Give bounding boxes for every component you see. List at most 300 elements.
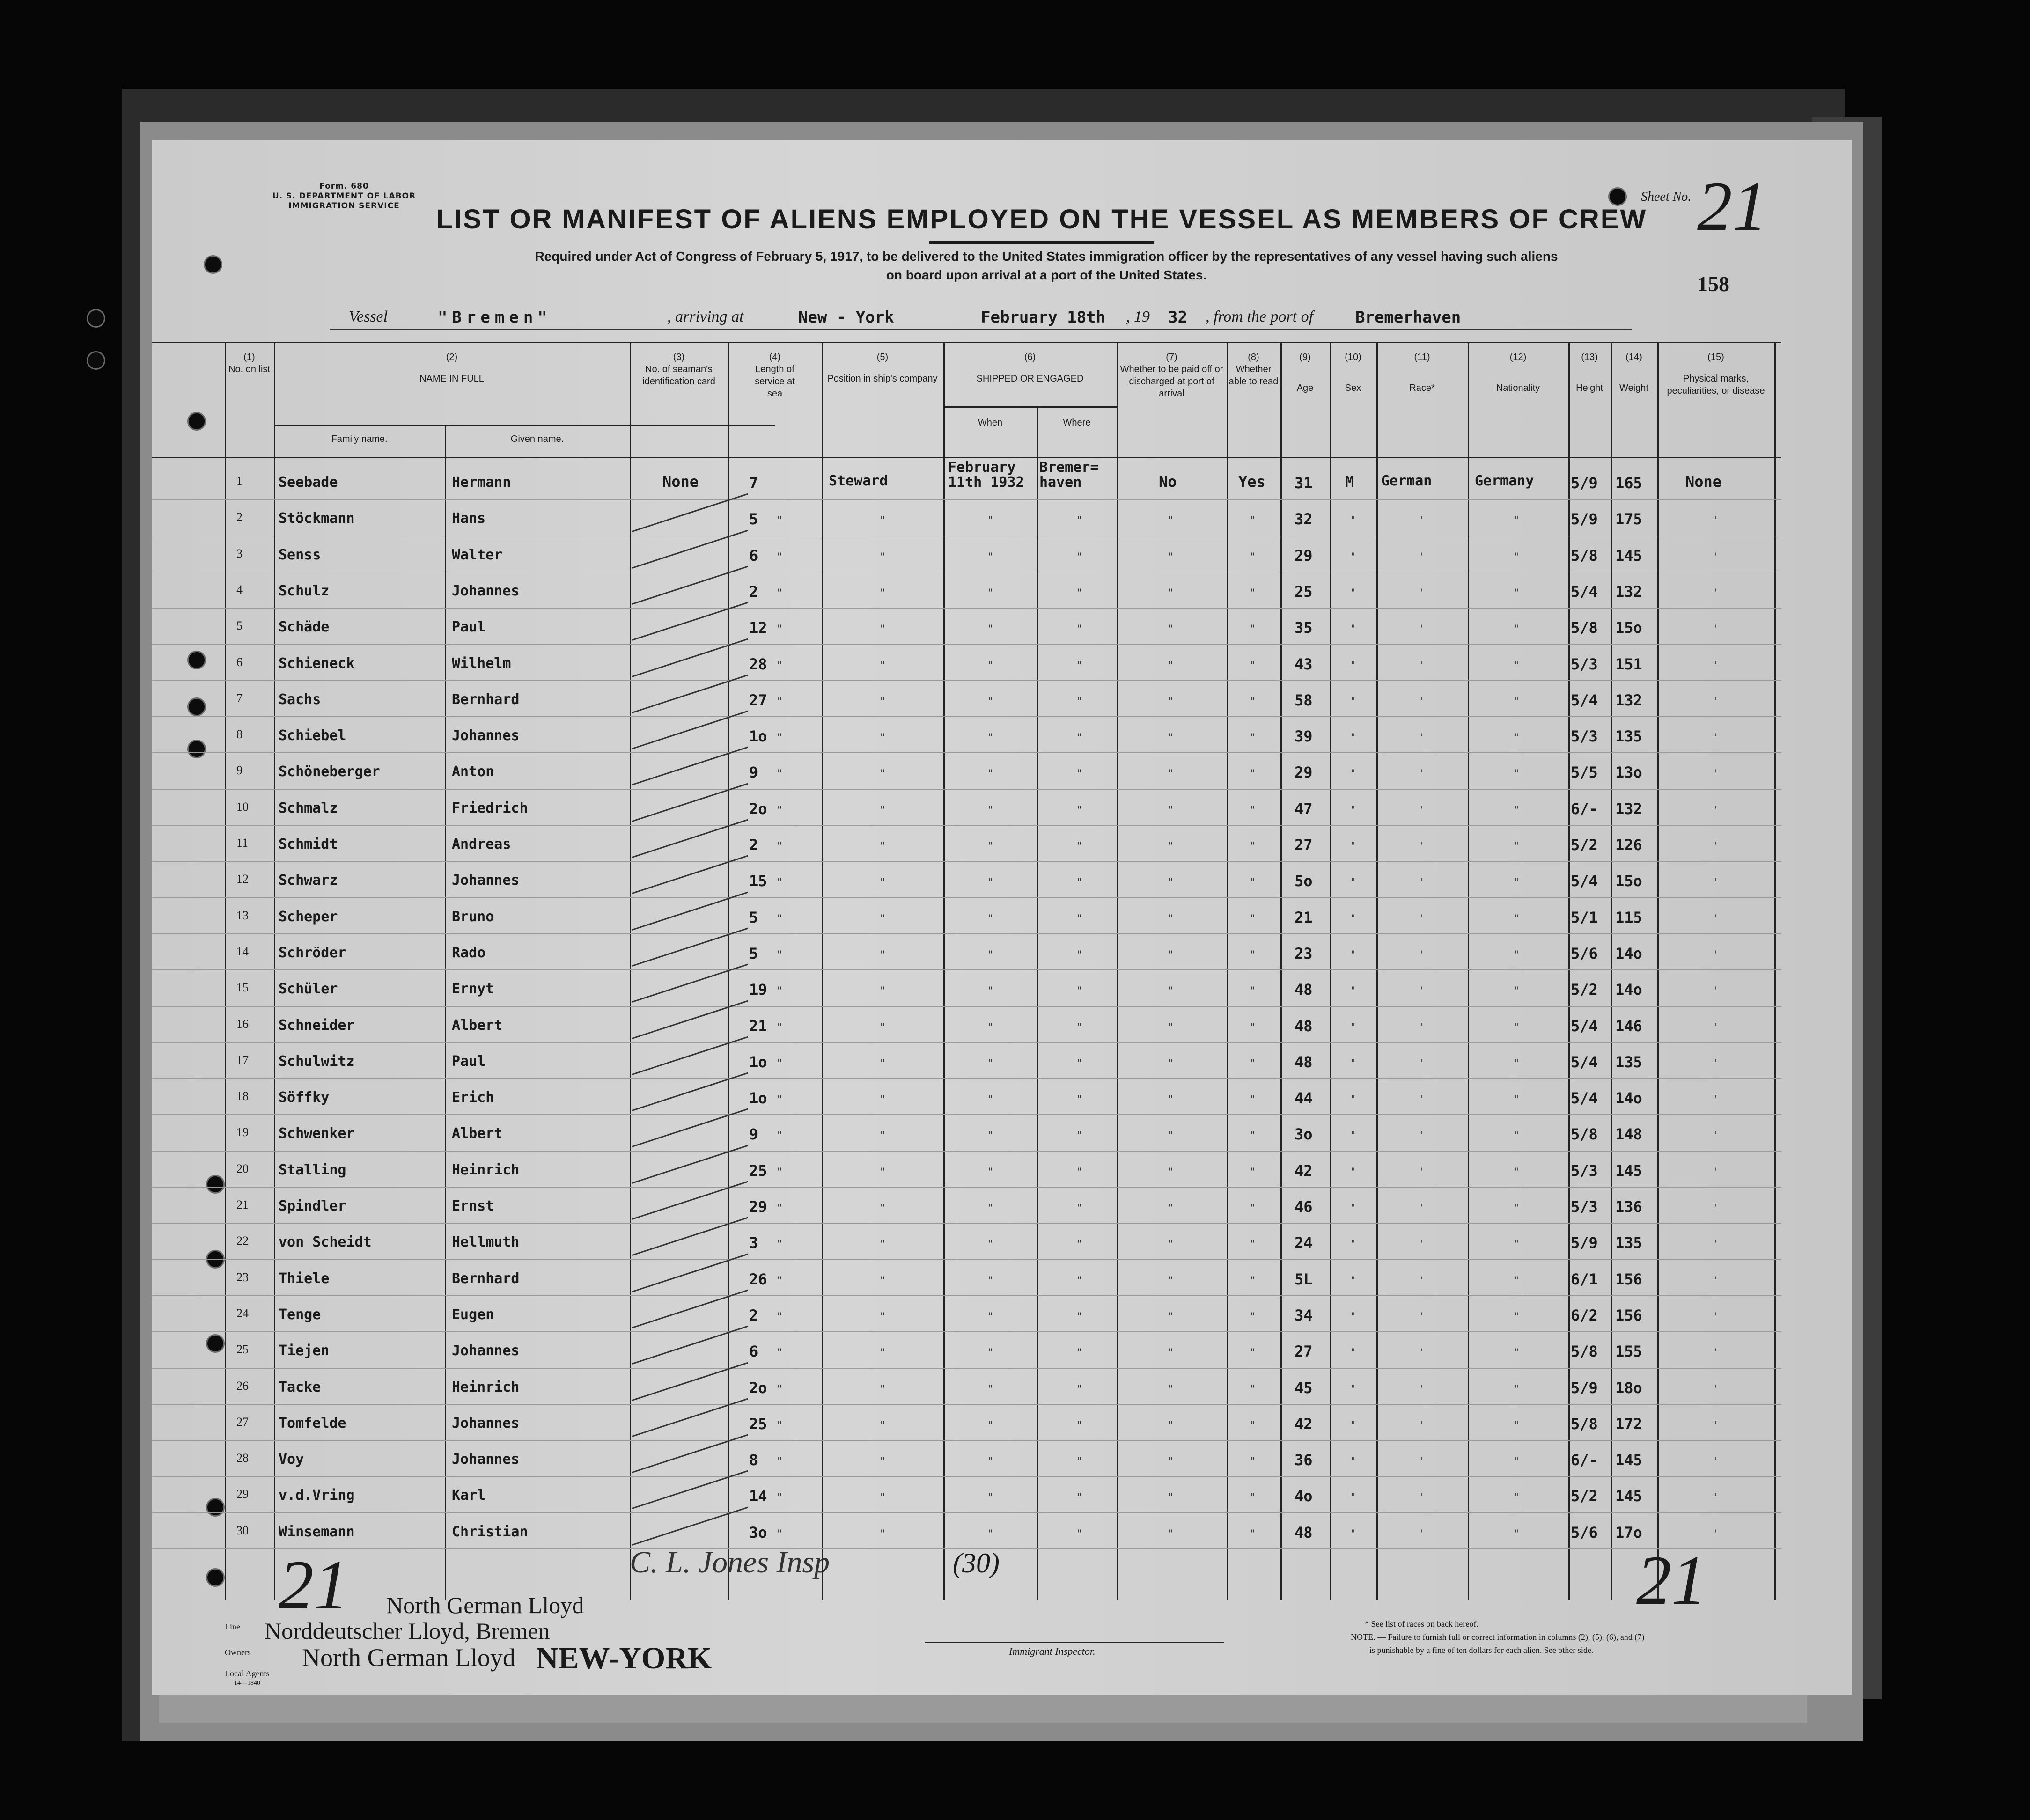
row-rule <box>152 1440 1781 1441</box>
ditto-mark: " <box>1250 985 1255 998</box>
crew-no: 9 <box>236 763 243 778</box>
crew-given: Heinrich <box>452 1379 520 1395</box>
ditto-mark: " <box>1351 1311 1356 1323</box>
col10-number: (10) <box>1345 352 1361 362</box>
ditto-mark: " <box>1351 841 1356 852</box>
ditto-mark: " <box>880 768 885 780</box>
ditto-mark: " <box>880 624 885 636</box>
ditto-mark: " <box>1419 515 1424 527</box>
row-rule <box>152 1151 1781 1152</box>
ditto-mark: " <box>880 1492 885 1504</box>
crew-given: Karl <box>452 1487 486 1504</box>
crew-height: 5/4 <box>1571 1089 1598 1108</box>
crew-age: 35 <box>1294 619 1313 637</box>
ditto-mark: " <box>988 1347 993 1359</box>
ditto-mark: " <box>880 1166 885 1178</box>
crew-given: Friedrich <box>452 800 528 816</box>
crew-weight: 156 <box>1615 1306 1642 1324</box>
ditto-mark: " <box>988 1528 993 1540</box>
ditto-mark: " <box>1077 1347 1082 1359</box>
ditto-mark: " <box>880 913 885 925</box>
ditto-mark: " <box>1419 1456 1424 1468</box>
col7-label: Whether to be paid off or discharged at port of arrival <box>1120 364 1223 399</box>
ditto-mark: " <box>1077 1057 1082 1070</box>
ditto-mark: " <box>1168 1311 1173 1323</box>
crew-service: 3o <box>749 1523 767 1541</box>
crew-no: 22 <box>236 1234 249 1248</box>
crew-age: 32 <box>1294 510 1313 528</box>
ditto-mark: " <box>777 551 782 563</box>
ditto-mark: " <box>988 587 993 599</box>
crew-weight: 145 <box>1615 1487 1642 1505</box>
title-underline <box>929 241 1154 244</box>
subtitle-line-1: Required under Act of Congress of February 5, 1917, to be delivered to the United States immigration officer by the representatives of any vessel having such aliens <box>535 249 1558 264</box>
ditto-mark: " <box>1250 515 1255 527</box>
ditto-mark: " <box>1515 768 1520 780</box>
crew-service: 2o <box>749 1379 767 1397</box>
ditto-mark: " <box>880 841 885 852</box>
ditto-mark: " <box>1168 949 1173 961</box>
ditto-mark: " <box>988 660 993 672</box>
ditto-mark: " <box>880 1347 885 1359</box>
ditto-mark: " <box>1351 1130 1356 1142</box>
ditto-mark: " <box>1168 1383 1173 1395</box>
crew-height: 5/8 <box>1571 619 1598 637</box>
col5-number: (5) <box>876 352 889 362</box>
crew-age: 46 <box>1294 1198 1313 1216</box>
crew-service: 2o <box>749 800 767 818</box>
ditto-mark: " <box>1515 1275 1520 1287</box>
ditto-mark: " <box>1515 1166 1520 1178</box>
crew-service: 26 <box>749 1270 767 1288</box>
crew-no: 5 <box>236 619 243 633</box>
crew-height: 5/9 <box>1571 1234 1598 1252</box>
ditto-mark: " <box>1077 1239 1082 1251</box>
crew-height: 5/8 <box>1571 1415 1598 1433</box>
shipped-where-line-2: haven <box>1039 474 1082 491</box>
crew-given: Andreas <box>452 836 511 852</box>
crew-no: 18 <box>236 1089 249 1103</box>
ditto-mark: " <box>1168 1419 1173 1431</box>
ditto-mark: " <box>1515 1239 1520 1251</box>
crew-given: Johannes <box>452 872 520 889</box>
crew-service: 28 <box>749 655 767 673</box>
ditto-mark: " <box>777 877 782 889</box>
ditto-mark: " <box>988 1057 993 1070</box>
col-rule <box>1227 342 1228 1600</box>
ditto-mark: " <box>1515 1347 1520 1359</box>
row-rule <box>152 1114 1781 1115</box>
ditto-mark: " <box>1077 1203 1082 1214</box>
ditto-mark: " <box>1351 1021 1356 1034</box>
ditto-mark: " <box>880 985 885 998</box>
ditto-mark: " <box>880 1203 885 1214</box>
ditto-mark: " <box>777 732 782 744</box>
binder-hole <box>1608 187 1627 206</box>
ditto-mark: " <box>880 1021 885 1034</box>
col11-header <box>1376 351 1468 394</box>
crew-given: Bernhard <box>452 691 520 708</box>
crew-given: Hellmuth <box>452 1234 520 1251</box>
ditto-mark: " <box>1515 1419 1520 1431</box>
crew-family: Schöneberger <box>279 763 380 780</box>
crew-service: 3 <box>749 1234 758 1252</box>
crew-no: 3 <box>236 546 243 560</box>
crew-family: Tacke <box>279 1379 321 1395</box>
ditto-mark: " <box>1250 551 1255 563</box>
col11-label: Race* <box>1409 383 1435 393</box>
ditto-mark: " <box>880 1383 885 1395</box>
crew-weight: 145 <box>1615 1161 1642 1180</box>
crew-given: Paul <box>452 1053 486 1070</box>
crew-given: Albert <box>452 1125 503 1142</box>
crew-family: Tiejen <box>279 1343 330 1359</box>
crew-weight: 15o <box>1615 872 1642 890</box>
crew-no: 29 <box>236 1487 249 1501</box>
ditto-mark: " <box>1351 949 1356 961</box>
col11-number: (11) <box>1414 352 1430 362</box>
ditto-mark: " <box>1250 877 1255 889</box>
crew-age: 44 <box>1294 1089 1313 1108</box>
ditto-mark: " <box>1713 985 1718 998</box>
crew-age: 34 <box>1294 1306 1313 1324</box>
ditto-mark: " <box>1351 1347 1356 1359</box>
ditto-mark: " <box>1250 1419 1255 1431</box>
crew-age: 45 <box>1294 1379 1313 1397</box>
crew-family: Söffky <box>279 1089 330 1106</box>
ditto-mark: " <box>1713 587 1718 599</box>
ditto-mark: " <box>1419 732 1424 744</box>
ditto-mark: " <box>1419 1528 1424 1540</box>
ditto-mark: " <box>988 1094 993 1106</box>
ditto-mark: " <box>1351 1456 1356 1468</box>
col13-label: Height <box>1576 383 1603 393</box>
ditto-mark: " <box>1250 696 1255 708</box>
ditto-mark: " <box>777 985 782 998</box>
crew-weight: 172 <box>1615 1415 1642 1433</box>
ditto-mark: " <box>1515 1311 1520 1323</box>
col10-label: Sex <box>1345 383 1361 393</box>
ditto-mark: " <box>880 1057 885 1070</box>
crew-height: 6/1 <box>1571 1270 1598 1288</box>
col-rule <box>630 342 631 1600</box>
ditto-mark: " <box>1351 1057 1356 1070</box>
col10-header <box>1330 351 1376 394</box>
crew-height: 5/9 <box>1571 510 1598 528</box>
ditto-mark: " <box>1713 1094 1718 1106</box>
crew-height: 5/2 <box>1571 981 1598 999</box>
ditto-mark: " <box>1077 1456 1082 1468</box>
when-header: When <box>978 418 1003 428</box>
ditto-mark: " <box>1351 1094 1356 1106</box>
ditto-mark: " <box>1168 1492 1173 1504</box>
row-rule <box>152 1368 1781 1369</box>
crew-age: 5o <box>1294 872 1313 890</box>
crew-age: 48 <box>1294 1523 1313 1541</box>
crew-service: 8 <box>749 1451 758 1469</box>
ditto-mark: " <box>1713 515 1718 527</box>
row-rule <box>152 1223 1781 1224</box>
row-rule <box>152 969 1781 970</box>
crew-height: 5/3 <box>1571 655 1598 673</box>
ditto-mark: " <box>1250 949 1255 961</box>
col-rule <box>1568 342 1570 1600</box>
ditto-mark: " <box>1351 1528 1356 1540</box>
ditto-mark: " <box>1250 1383 1255 1395</box>
ditto-mark: " <box>1351 804 1356 816</box>
note-line-3: is punishable by a fine of ten dollars for each alien. See other side. <box>1369 1645 1594 1655</box>
ditto-mark: " <box>1419 1347 1424 1359</box>
ditto-mark: " <box>988 877 993 889</box>
ditto-mark: " <box>988 804 993 816</box>
crew-no: 15 <box>236 981 249 995</box>
ditto-mark: " <box>1168 587 1173 599</box>
crew-no: 11 <box>236 836 249 850</box>
row-rule <box>152 1476 1781 1477</box>
ditto-mark: " <box>1419 587 1424 599</box>
ditto-mark: " <box>1250 587 1255 599</box>
ditto-mark: " <box>1250 1021 1255 1034</box>
ditto-mark: " <box>1713 551 1718 563</box>
ditto-mark: " <box>1515 1456 1520 1468</box>
ditto-mark: " <box>1168 1347 1173 1359</box>
crew-height: 5/3 <box>1571 1198 1598 1216</box>
col9-number: (9) <box>1299 352 1311 362</box>
ditto-mark: " <box>1419 1383 1424 1395</box>
local-agents-city: NEW-YORK <box>536 1641 712 1675</box>
ditto-mark: " <box>1351 1419 1356 1431</box>
vessel-name: "Bremen" <box>438 308 552 327</box>
sheet-no-value: 21 <box>1697 168 1767 245</box>
handwritten-total-left: 21 <box>279 1546 349 1624</box>
col1-label: No. on list <box>228 364 270 374</box>
crew-height: 5/8 <box>1571 546 1598 565</box>
crew-table <box>152 342 1852 1600</box>
col12-number: (12) <box>1509 352 1527 362</box>
ditto-mark: " <box>1515 587 1520 599</box>
col7-header <box>1117 351 1227 400</box>
ditto-mark: " <box>1351 1275 1356 1287</box>
crew-family: Schneider <box>279 1017 355 1034</box>
ditto-mark: " <box>777 1275 782 1287</box>
col-rule <box>1774 342 1776 1600</box>
row-rule <box>152 1331 1781 1332</box>
local-agents-value: North German Lloyd <box>302 1644 515 1672</box>
col14-label: Weight <box>1619 383 1648 393</box>
ditto-mark: " <box>1515 551 1520 563</box>
inspector-signature: C. L. Jones Insp <box>630 1545 830 1579</box>
ditto-mark: " <box>777 515 782 527</box>
crew-age: 36 <box>1294 1451 1313 1469</box>
ditto-mark: " <box>1419 877 1424 889</box>
ditto-mark: " <box>1168 1203 1173 1214</box>
col-rule <box>1611 342 1612 1600</box>
crew-given: Bruno <box>452 908 494 925</box>
crew-given: Walter <box>452 546 503 563</box>
crew-weight: 175 <box>1615 510 1642 528</box>
ditto-mark: " <box>1713 1383 1718 1395</box>
ditto-mark: " <box>1419 1311 1424 1323</box>
ditto-mark: " <box>1419 768 1424 780</box>
ditto-mark: " <box>1515 732 1520 744</box>
crew-height: 5/2 <box>1571 1487 1598 1505</box>
ditto-mark: " <box>988 1383 993 1395</box>
crew-height: 5/4 <box>1571 582 1598 601</box>
ditto-mark: " <box>1250 660 1255 672</box>
ditto-mark: " <box>988 913 993 925</box>
crew-age: 24 <box>1294 1234 1313 1252</box>
crew-family: Schröder <box>279 944 346 961</box>
ditto-mark: " <box>1419 804 1424 816</box>
col-rule <box>1330 342 1331 1600</box>
crew-age: 29 <box>1294 763 1313 782</box>
ditto-mark: " <box>988 768 993 780</box>
ditto-mark: " <box>880 515 885 527</box>
ditto-mark: " <box>1419 1275 1424 1287</box>
ditto-mark: " <box>1168 1528 1173 1540</box>
crew-given: Johannes <box>452 1343 520 1359</box>
ditto-mark: " <box>988 1456 993 1468</box>
arrival-date: February 18th <box>981 308 1106 327</box>
row-rule <box>152 1259 1781 1260</box>
ditto-mark: " <box>1250 841 1255 852</box>
ditto-mark: " <box>1713 841 1718 852</box>
ditto-mark: " <box>988 1166 993 1178</box>
ditto-mark: " <box>988 696 993 708</box>
col3-number: (3) <box>673 352 685 362</box>
crew-age: 58 <box>1294 691 1313 709</box>
col6-header <box>943 351 1117 385</box>
ditto-mark: " <box>1515 660 1520 672</box>
ditto-mark: " <box>1077 1311 1082 1323</box>
crew-weight: 165 <box>1615 474 1642 492</box>
crew-family: Schwarz <box>279 872 338 889</box>
stamp-number: 158 <box>1697 272 1729 296</box>
ditto-mark: " <box>1713 1203 1718 1214</box>
crew-family: Stöckmann <box>279 510 355 527</box>
ditto-mark: " <box>1713 768 1718 780</box>
crew-given: Johannes <box>452 727 520 744</box>
ditto-mark: " <box>777 1130 782 1142</box>
ditto-mark: " <box>777 1057 782 1070</box>
ditto-mark: " <box>988 841 993 852</box>
crew-family: Seebade <box>279 474 338 491</box>
ditto-mark: " <box>1713 1166 1718 1178</box>
ditto-mark: " <box>1077 913 1082 925</box>
ditto-mark: " <box>1351 985 1356 998</box>
ditto-mark: " <box>1351 732 1356 744</box>
ditto-mark: " <box>1077 1419 1082 1431</box>
ditto-mark: " <box>1419 913 1424 925</box>
crew-weight: 14o <box>1615 1089 1642 1108</box>
crew-given: Hermann <box>452 474 511 491</box>
crew-given: Hans <box>452 510 486 527</box>
crew-weight: 136 <box>1615 1198 1642 1216</box>
ditto-mark: " <box>988 1311 993 1323</box>
ditto-mark: " <box>1419 1166 1424 1178</box>
ditto-mark: " <box>1168 1166 1173 1178</box>
ditto-mark: " <box>1351 660 1356 672</box>
ditto-mark: " <box>1713 624 1718 636</box>
shipped-when <box>948 460 1024 490</box>
col-rule <box>445 425 446 1600</box>
row-rule <box>152 644 1781 645</box>
ditto-mark: " <box>1168 1275 1173 1287</box>
row-rule <box>152 897 1781 898</box>
crew-service: 5 <box>749 944 758 962</box>
ditto-mark: " <box>1250 1311 1255 1323</box>
ditto-mark: " <box>1077 660 1082 672</box>
col14-header <box>1611 351 1657 394</box>
ditto-mark: " <box>1168 732 1173 744</box>
crew-service: 27 <box>749 691 767 709</box>
crew-given: Albert <box>452 1017 503 1034</box>
ditto-mark: " <box>1077 768 1082 780</box>
crew-no: 25 <box>236 1343 249 1357</box>
ditto-mark: " <box>880 1275 885 1287</box>
ditto-mark: " <box>1077 1383 1082 1395</box>
crew-family: Schulwitz <box>279 1053 355 1070</box>
crew-given: Eugen <box>452 1306 494 1323</box>
crew-height: 5/4 <box>1571 872 1598 890</box>
handwritten-count: (30) <box>953 1548 1000 1578</box>
crew-family: Schwenker <box>279 1125 355 1142</box>
crew-no: 26 <box>236 1379 249 1393</box>
handwritten-total-right: 21 <box>1636 1541 1706 1619</box>
line-label: Line <box>225 1622 240 1631</box>
col14-number: (14) <box>1625 352 1642 362</box>
crew-family: Stalling <box>279 1161 346 1178</box>
col1-number: (1) <box>243 352 255 362</box>
ditto-mark: " <box>880 660 885 672</box>
col2-number: (2) <box>446 352 458 362</box>
col9-label: Age <box>1296 383 1314 393</box>
ditto-mark: " <box>1419 551 1424 563</box>
row-rule <box>152 933 1781 934</box>
crew-service: 1o <box>749 727 767 746</box>
crew-no: 12 <box>236 872 249 886</box>
crew-age: 21 <box>1294 908 1313 926</box>
ditto-mark: " <box>1250 1094 1255 1106</box>
ditto-mark: " <box>1168 1456 1173 1468</box>
ditto-mark: " <box>1250 1492 1255 1504</box>
ditto-mark: " <box>1713 949 1718 961</box>
crew-weight: 132 <box>1615 691 1642 709</box>
note-line-2: NOTE. — Failure to furnish full or correct information in columns (2), (5), (6), and (7) <box>1351 1632 1645 1642</box>
ditto-mark: " <box>777 804 782 816</box>
col4-header <box>728 351 822 400</box>
crew-age: 48 <box>1294 1017 1313 1035</box>
ditto-mark: " <box>1713 1057 1718 1070</box>
crew-height: 5/3 <box>1571 1161 1598 1180</box>
ditto-mark: " <box>777 1492 782 1504</box>
crew-height: 5/3 <box>1571 727 1598 746</box>
crew-service: 9 <box>749 1125 758 1144</box>
arriving-label: , arriving at <box>667 308 744 325</box>
ditto-mark: " <box>1515 1203 1520 1214</box>
ditto-mark: " <box>1250 732 1255 744</box>
crew-family: Spindler <box>279 1198 346 1214</box>
crew-family: Thiele <box>279 1270 330 1287</box>
ditto-mark: " <box>1351 877 1356 889</box>
ditto-mark: " <box>988 551 993 563</box>
ditto-mark: " <box>988 624 993 636</box>
ditto-mark: " <box>1077 1094 1082 1106</box>
where-header: Where <box>1063 418 1091 428</box>
col2-header <box>274 351 630 385</box>
ditto-mark: " <box>777 1311 782 1323</box>
row-rule <box>152 752 1781 753</box>
